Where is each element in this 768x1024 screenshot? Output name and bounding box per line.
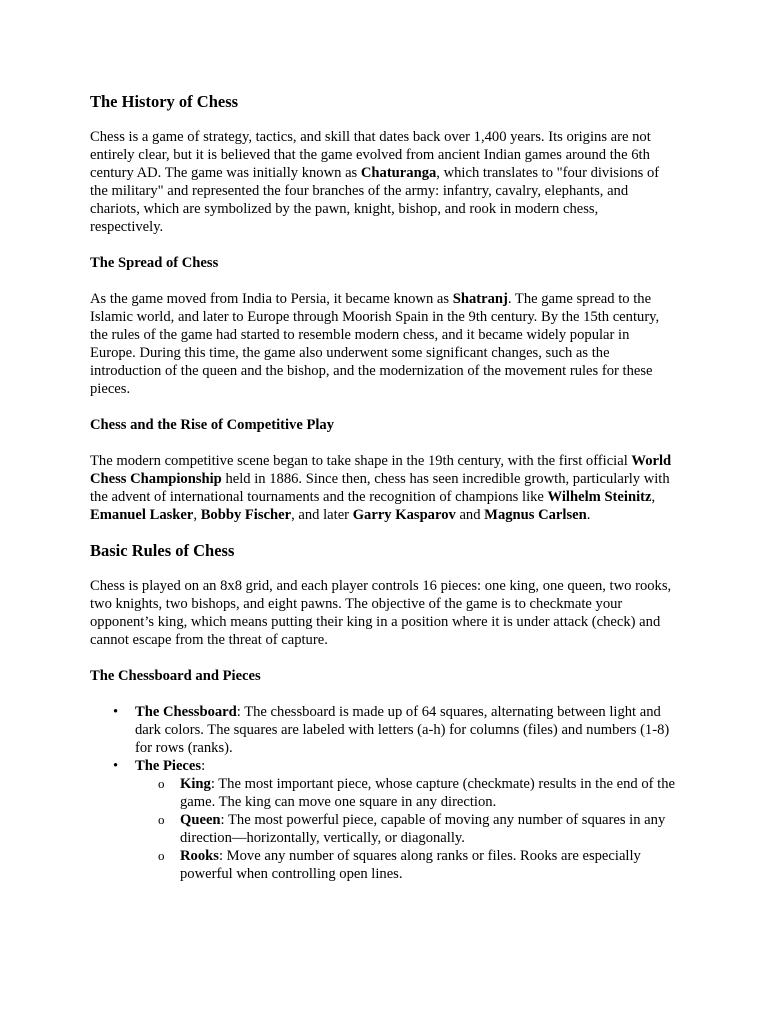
board-list xyxy=(90,703,675,883)
page-title: The History of Chess xyxy=(90,92,239,111)
board-heading: The Chessboard and Pieces xyxy=(90,668,261,684)
spread-paragraph: As the game moved from India to Persia, it became known as Shatranj. The game spread to the Islamic world, and later to Europe through Moorish Spain in the 9th century. By the 15th century, the rules of the game had started to resemble modern chess, and it became widely popular in Europe. During this time, the game also underwent some significant changes, such as the introduction of the queen and the bishop, and the modernization of the movement rules for these pieces. xyxy=(90,291,660,397)
rules-paragraph: Chess is played on an 8x8 grid, and each player controls 16 pieces: one king, one queen, two rooks, two knights, two bishops, and eight pawns. The objective of the game is to checkmate your opponent’s king, which means putting their king in a position where it is under attack (check) and cannot escape from the threat of capture. xyxy=(90,578,672,648)
competitive-heading: Chess and the Rise of Competitive Play xyxy=(90,417,335,433)
rules-title: Basic Rules of Chess xyxy=(90,541,235,560)
list-item: • The Pieces: xyxy=(113,758,206,774)
sub-bullet-icon: o xyxy=(158,812,165,827)
spread-heading: The Spread of Chess xyxy=(90,255,219,271)
document-body xyxy=(90,91,675,883)
bullet-icon: • xyxy=(113,704,119,720)
bullet-icon: • xyxy=(113,758,119,774)
list-item: o Queen: The most powerful piece, capable of moving any number of squares in any direction—horizontally, vertically, or diagonally. xyxy=(158,812,666,846)
competitive-paragraph: The modern competitive scene began to take shape in the 19th century, with the first official World Chess Championship held in 1886. Since then, chess has seen incredible growth, particularly with the advent of international tournaments and the recognition of champions like Wilhelm Steinitz, Emanuel Lasker, Bobby Fischer, and later Garry Kasparov and Magnus Carlsen. xyxy=(90,453,672,523)
intro-paragraph: Chess is a game of strategy, tactics, and skill that dates back over 1,400 years. Its origins are not entirely clear, but it is believed that the game evolved from ancient Indian games around the 6th century AD. The game was initially known as Chaturanga, which translates to "four divisions of the military" and represented the four branches of the army: infantry, cavalry, elephants, and chariots, which are symbolized by the pawn, knight, bishop, and rook in modern chess, respectively. xyxy=(90,129,660,235)
list-item: • The Chessboard: The chessboard is made up of 64 squares, alternating between light and dark colors. The squares are labeled with letters (a-h) for columns (files) and numbers (1-8) for rows (ranks). xyxy=(113,704,670,756)
list-item: o King: The most important piece, whose capture (checkmate) results in the end of the game. The king can move one square in any direction. xyxy=(158,776,675,810)
sub-bullet-icon: o xyxy=(158,848,165,863)
sub-bullet-icon: o xyxy=(158,776,165,791)
list-item: o Rooks: Move any number of squares along ranks or files. Rooks are especially powerful when controlling open lines. xyxy=(158,848,641,882)
